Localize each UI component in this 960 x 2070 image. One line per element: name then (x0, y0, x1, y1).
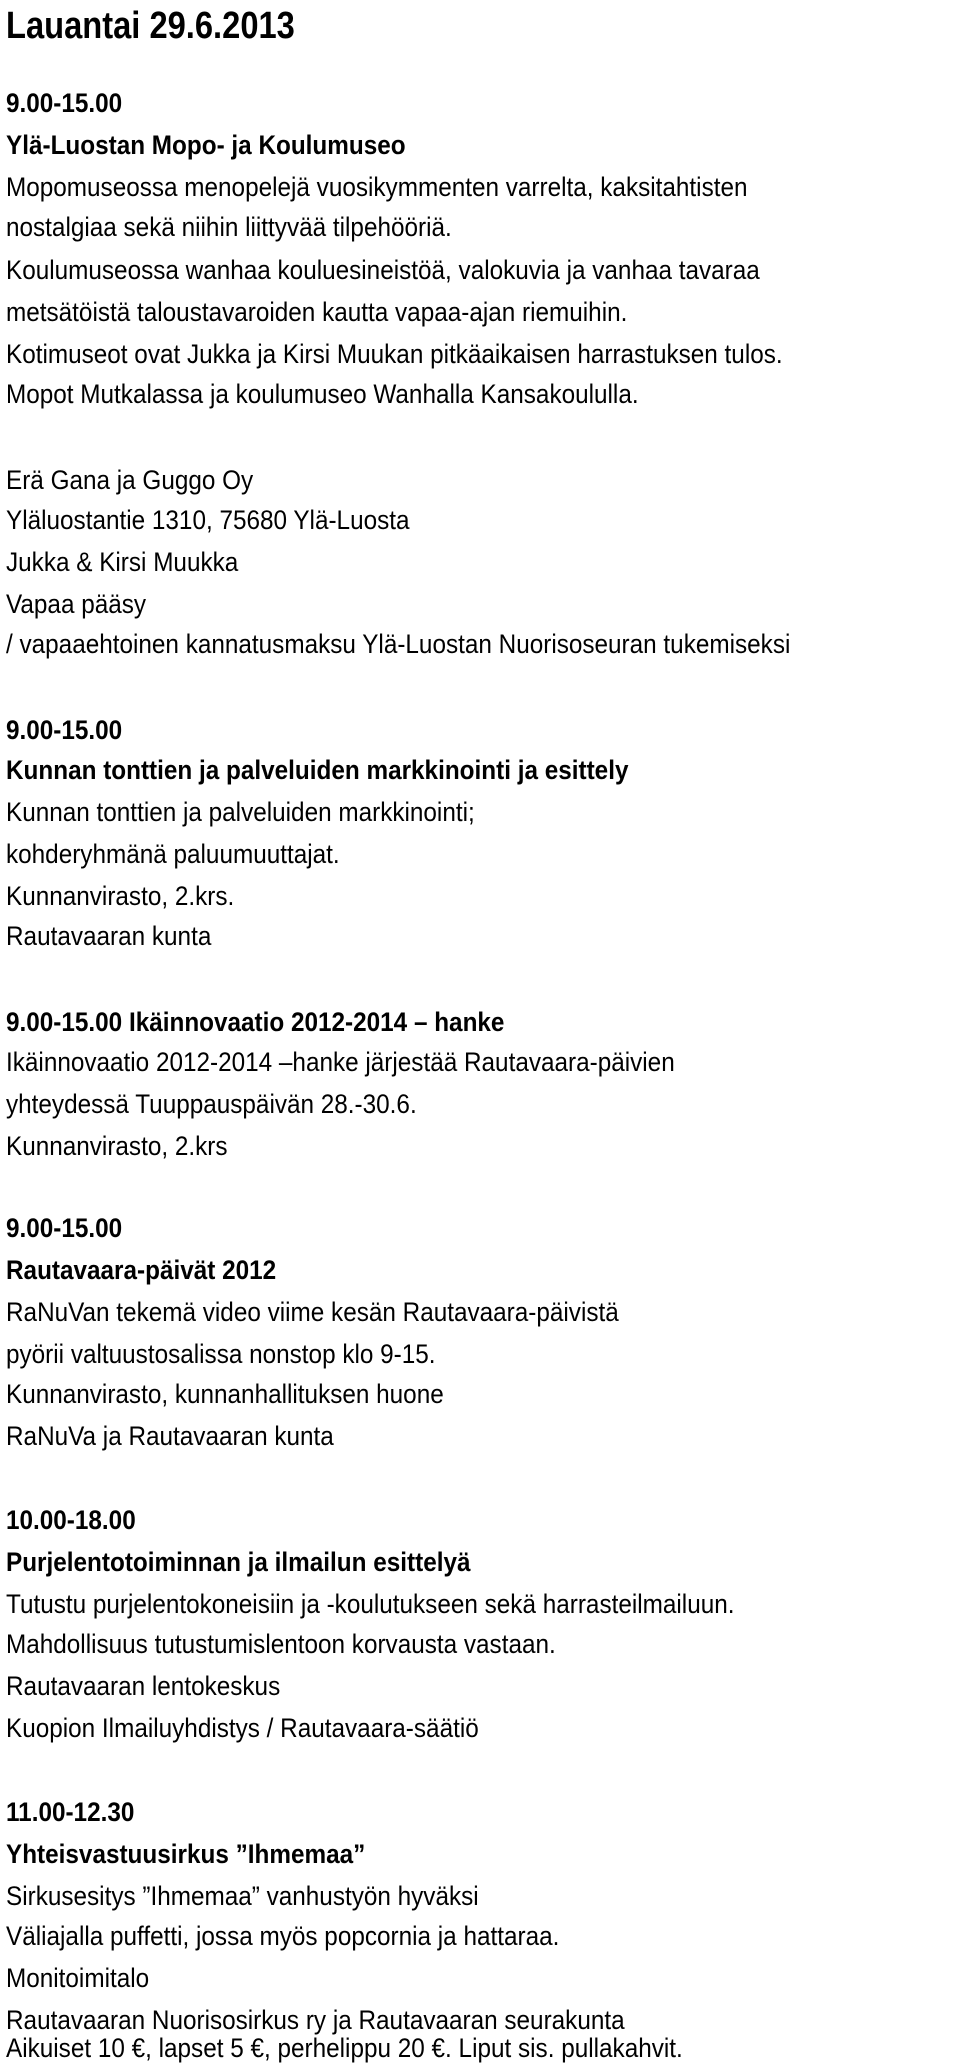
event-name: Kunnan tonttien ja palveluiden markkinointi ja esittely (6, 755, 629, 785)
event-line: Rautavaaran Nuorisosirkus ry ja Rautavaaran seurakunta (6, 2005, 625, 2035)
event-line: Aikuiset 10 €, lapset 5 €, perhelippu 20 €. Liput sis. pullakahvit. (6, 2033, 683, 2063)
event-time: 9.00-15.00 (6, 715, 123, 745)
event-line: Kuopion Ilmailuyhdistys / Rautavaara-säätiö (6, 1713, 479, 1743)
event-line: Monitoimitalo (6, 1963, 150, 1993)
event-line: Yläluostantie 1310, 75680 Ylä-Luosta (6, 505, 410, 535)
event-line: Jukka & Kirsi Muukka (6, 547, 239, 577)
event-line: RaNuVan tekemä video viime kesän Rautavaara-päivistä (6, 1297, 619, 1327)
event-line: Vapaa pääsy (6, 589, 147, 619)
event-line: Väliajalla puffetti, jossa myös popcornia ja hattaraa. (6, 1921, 560, 1951)
event-heading: 9.00-15.00 Ikäinnovaatio 2012-2014 – hanke (6, 1007, 505, 1037)
event-line: Erä Gana ja Guggo Oy (6, 465, 254, 495)
event-line: Kunnan tonttien ja palveluiden markkinointi; (6, 797, 475, 827)
event-line: Sirkusesitys ”Ihmemaa” vanhustyön hyväksi (6, 1881, 479, 1911)
event-line: Rautavaaran kunta (6, 921, 212, 951)
event-line: Kunnanvirasto, 2.krs. (6, 881, 235, 911)
event-time: 11.00-12.30 (6, 1797, 135, 1827)
event-line: nostalgiaa sekä niihin liittyvää tilpehööriä. (6, 212, 452, 242)
event-line: / vapaaehtoinen kannatusmaksu Ylä-Luostan Nuorisoseuran tukemiseksi (6, 629, 791, 659)
event-time: 9.00-15.00 (6, 88, 123, 118)
event-line: Tutustu purjelentokoneisiin ja -koulutukseen sekä harrasteilmailuun. (6, 1589, 735, 1619)
event-line: Koulumuseossa wanhaa kouluesineistöä, valokuvia ja vanhaa tavaraa (6, 255, 760, 285)
event-time: 9.00-15.00 (6, 1213, 123, 1243)
event-line: Rautavaaran lentokeskus (6, 1671, 281, 1701)
event-line: Ikäinnovaatio 2012-2014 –hanke järjestää Rautavaara-päivien (6, 1047, 675, 1077)
event-name: Ylä-Luostan Mopo- ja Koulumuseo (6, 130, 406, 160)
event-time: 10.00-18.00 (6, 1505, 136, 1535)
event-line: Mahdollisuus tutustumislentoon korvausta vastaan. (6, 1629, 556, 1659)
event-line: Kunnanvirasto, kunnanhallituksen huone (6, 1379, 444, 1409)
event-line: metsätöistä taloustavaroiden kautta vapaa-ajan riemuihin. (6, 297, 628, 327)
event-line: RaNuVa ja Rautavaaran kunta (6, 1421, 334, 1451)
event-name: Yhteisvastuusirkus ”Ihmemaa” (6, 1839, 366, 1869)
event-line: yhteydessä Tuuppauspäivän 28.-30.6. (6, 1089, 417, 1119)
event-line: Kotimuseot ovat Jukka ja Kirsi Muukan pitkäaikaisen harrastuksen tulos. (6, 339, 783, 369)
event-line: pyörii valtuustosalissa nonstop klo 9-15. (6, 1339, 436, 1369)
event-line: kohderyhmänä paluumuuttajat. (6, 839, 340, 869)
event-name: Rautavaara-päivät 2012 (6, 1255, 277, 1285)
event-line: Mopot Mutkalassa ja koulumuseo Wanhalla Kansakoululla. (6, 379, 639, 409)
event-name: Purjelentotoiminnan ja ilmailun esittelyä (6, 1547, 471, 1577)
event-line: Mopomuseossa menopelejä vuosikymmenten varrelta, kaksitahtisten (6, 172, 748, 202)
page-title: Lauantai 29.6.2013 (6, 5, 295, 47)
event-line: Kunnanvirasto, 2.krs (6, 1131, 228, 1161)
